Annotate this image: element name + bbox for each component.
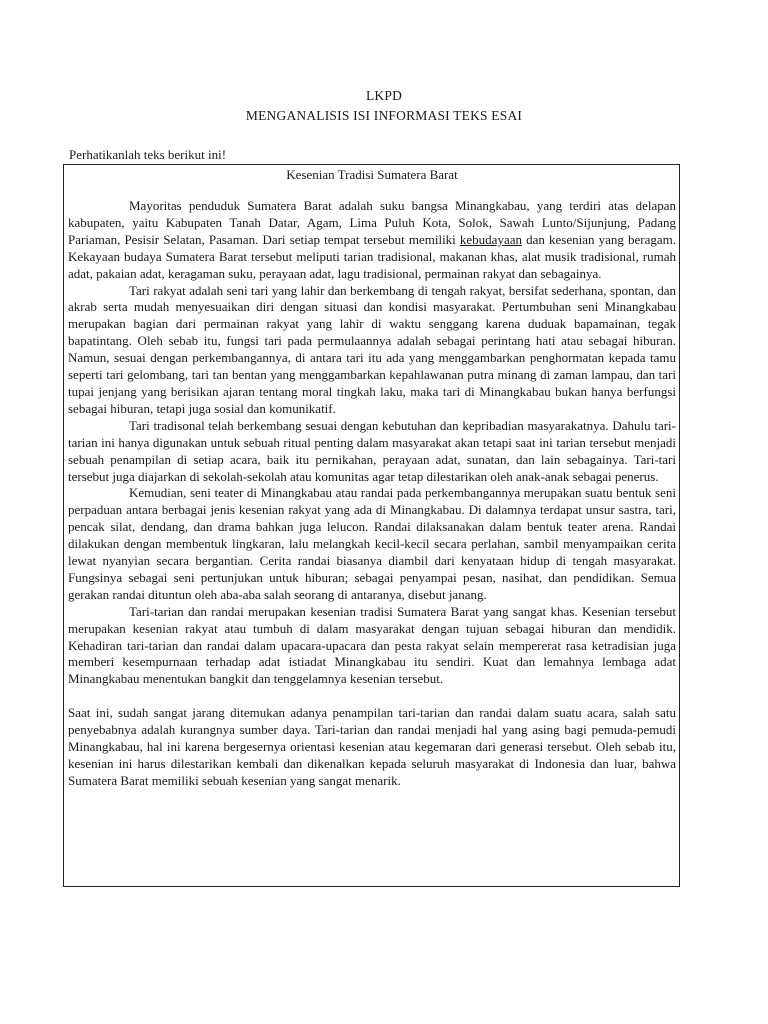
paragraph-6: Saat ini, sudah sangat jarang ditemukan adanya penampilan tari-tarian dan randai dalam suatu acara, salah satu penyebabnya adalah kurangnya sumber daya. Tari-tarian dan randai menjadi hal yang asing bagi pemuda-pemudi Minangkabau, hal ini karena bergesernya orientasi kesenian atau kegemaran dari generasi tersebut. Oleh sebab itu, kesenian ini harus dilestarikan kembali dan dikenalkan kepada seluruh masyarakat di Indonesia dan luar, bahwa Sumatera Barat memiliki sebuah kesenian yang sangat menarik. (68, 705, 676, 788)
essay-title: Kesenian Tradisi Sumatera Barat (286, 167, 458, 182)
underlined-word: kebudayaan (459, 231, 522, 247)
header-title: LKPD (365, 88, 403, 103)
essay-box (63, 164, 680, 887)
paragraph-1 (68, 198, 676, 283)
instruction-text: Perhatikanlah teks berikut ini! (69, 147, 227, 162)
paragraph-1-part-1: Mayoritas penduduk Sumatera Barat adalah suku bangsa Minangkabau, yang terdiri atas delapan kabupaten, yaitu Kabupaten Tanah Datar, Agam, Lima Puluh Kota, Solok, Sawah Lunto/Sijunjung, Padang Pariaman, Pesisir Selatan, Pasaman. Dari setiap tempat tersebut memiliki (68, 198, 676, 247)
essay-body (68, 198, 676, 790)
document-header (0, 86, 768, 126)
paragraph-1-part-2: dan kesenian yang beragam. Kekayaan budaya Sumatera Barat tersebut meliputi tarian tradisional, makanan khas, alat musik tradisional, rumah adat, pakaian adat, keragaman suku, perayaan adat, lagu tradisional, permainan rakyat dan sebagainya. (68, 231, 676, 281)
paragraph-3: Tari tradisonal telah berkembang sesuai dengan kebutuhan dan kepribadian masyarakatnya. Dahulu tari-tarian ini hanya digunakan untuk sebuah ritual penting dalam masyarakat akan tetapi saat ini tarian tersebut menjadi sebuah penampilan di setiap acara, baik itu pernikahan, perayaan adat, sunatan, dan lain sebagainya. Tari-tari tersebut juga diajarkan di sekolah-sekolah atau komunitas agar tetap dilestarikan oleh anak-anak sebagai penerus. (68, 417, 676, 484)
paragraph-5: Tari-tarian dan randai merupakan kesenian tradisi Sumatera Barat yang sangat khas. Kesenian tersebut merupakan kesenian rakyat atau tumbuh di dalam masyarakat dengan tujuan sebagai hiburan dan mendidik. Kehadiran tari-tarian dan randai dalam upacara-upacara dan pesta rakyat selain mempererat rasa ketradisian juga memberi kesempurnaan terhadap adat istiadat Minangkabau itu sendiri. Kuat dan lemahnya lembaga adat Minangkabau menentukan bangkit dan tenggelamnya kesenian tersebut. (68, 603, 676, 687)
paragraph-4: Kemudian, seni teater di Minangkabau atau randai pada perkembangannya merupakan suatu bentuk seni perpaduan antara berbagai jenis kesenian rakyat yang ada di Minangkabau. Di dalamnya terdapat unsur sastra, tari, pencak silat, dendang, dan drama bahkan juga lelucon. Randai dilaksanakan dalam bentuk teater arena. Randai dilakukan dengan membentuk lingkaran, lalu melangkah kecil-kecil secara perlahan, sambil menyampaikan cerita lewat nyanyian secara bergantian. Cerita randai biasanya diambil dari kenyataan hidup di tengah masyarakat. Fungsinya sebagai seni pertunjukan untuk hiburan; sebagai penyampai pesan, nasihat, dan pendidikan. Semua gerakan randai dituntun oleh aba-aba salah seorang di antaranya, disebut janang. (68, 485, 676, 602)
paragraph-2: Tari rakyat adalah seni tari yang lahir dan berkembang di tengah rakyat, bersifat sederhana, spontan, dan akrab serta mudah menyesuaikan diri dengan situasi dan kondisi masyarakat. Pertumbuhan seni Minangkabau merupakan bagian dari permainan rakyat yang lahir di waktu senggang karena duduak bapamainan, tegak bapatintang. Oleh sebab itu, fungsi tari pada permulaannya adalah sebagai perintang hati atau sebagai hiburan. Namun, sesuai dengan perkembangannya, di antara tari itu ada yang menggambarkan penghormatan kepada tamu seperti tari gelombang, tari tan bentan yang menggambarkan kepahlawanan putra minang di zaman lampau, dan tari tupai jenjang yang berisikan ajaran tentang moral tingkah laku, maka tari di Minangkabau bukan hanya berfungsi sebagai hiburan, tetapi juga sosial dan komunikatif. (68, 282, 676, 416)
header-subtitle: MENGANALISIS ISI INFORMASI TEKS ESAI (245, 108, 523, 123)
